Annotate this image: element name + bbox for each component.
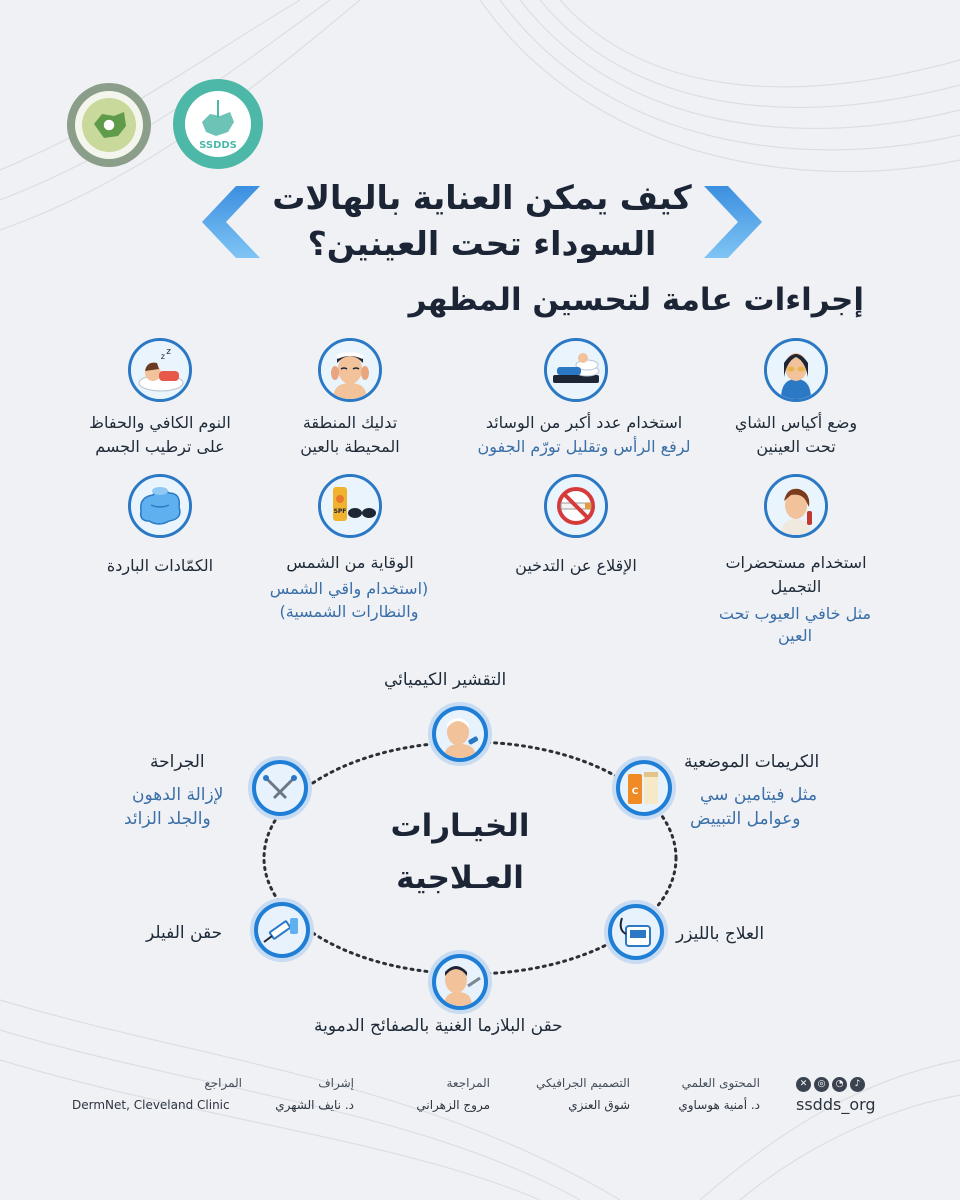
treatment-surgery-label: الجراحة [150, 752, 205, 772]
credit-head-design: التصميم الجرافيكي [535, 1076, 630, 1090]
treatment-surgery-sub-line2: والجلد الزائد [124, 809, 211, 829]
treatment-title-line1: الخيـارات [390, 808, 530, 844]
tip-cosmetics-line1: استخدام مستحضرات [725, 553, 867, 572]
ssdds-logo [172, 78, 264, 170]
credit-head-supervision: إشراف [318, 1076, 354, 1090]
sleeping-icon [128, 338, 192, 402]
treatment-creams-label: الكريمات الموضعية [684, 752, 820, 772]
filler-injection-icon [250, 898, 314, 962]
svg-text:z: z [160, 352, 165, 361]
cream-letter: C [631, 787, 639, 797]
cold-compress-icon [128, 474, 192, 538]
treatment-prp-label: حقن البلازما الغنية بالصفائح الدموية [314, 1016, 563, 1036]
tip-pillows-label: استخدام عدد أكبر من الوسائد [485, 413, 683, 432]
credit-value-references: DermNet, Cleveland Clinic [72, 1098, 230, 1112]
treatment-laser-label: العلاج بالليزر [676, 924, 765, 944]
tip-pillows-sub: لرفع الرأس وتقليل تورّم الجفون [477, 437, 691, 456]
credit-value-review: مروج الزهراني [416, 1098, 490, 1112]
chemical-peel-icon [428, 702, 492, 766]
tip-cosmetics-sub-line2: العين [777, 626, 813, 645]
credit-value-content: د. أمنية هوساوي [678, 1098, 760, 1112]
credit-head-content: المحتوى العلمي [681, 1076, 760, 1090]
instagram-icon[interactable]: ◎ [814, 1077, 829, 1092]
title-line-1: كيف يمكن العناية بالهالات [272, 178, 692, 217]
surgery-icon [248, 756, 312, 820]
tip-massage-line1: تدليك المنطقة [302, 413, 398, 432]
svg-text:z: z [166, 347, 171, 357]
x-icon[interactable]: ✕ [796, 1077, 811, 1092]
credit-value-supervision: د. نايف الشهري [275, 1098, 354, 1112]
tip-sun-label: الوقاية من الشمس [286, 553, 414, 572]
tip-sun-sub-line2: والنظارات الشمسية) [279, 602, 419, 621]
treatment-filler-label: حقن الفيلر [146, 923, 223, 943]
tip-cosmetics-line2: التجميل [770, 577, 822, 596]
topical-creams-icon [612, 756, 676, 820]
eye-massage-icon [318, 338, 382, 402]
tip-tea-bags-line2: تحت العينين [756, 437, 836, 456]
extra-pillows-icon [544, 338, 608, 402]
prp-injection-icon [428, 950, 492, 1014]
credit-head-references: المراجع [204, 1076, 242, 1090]
cosmetics-icon [764, 474, 828, 538]
tip-tea-bags-line1: وضع أكياس الشاي [734, 413, 858, 432]
dermatology-society-logo [66, 82, 152, 168]
snapchat-icon[interactable]: ◔ [832, 1077, 847, 1092]
treatment-chemical-peel-label: التقشير الكيميائي [384, 670, 507, 690]
treatment-creams-sub-line1: مثل فيتامين سي [700, 785, 818, 805]
treatment-title-line2: العـلاجية [396, 860, 524, 896]
treatment-creams-sub-line2: وعوامل التبييض [690, 809, 801, 829]
tip-no-smoking-label: الإقلاع عن التدخين [515, 556, 637, 575]
general-section-heading: إجراءات عامة لتحسين المظهر [408, 282, 864, 318]
tea-bags-eyes-icon [764, 338, 828, 402]
tip-sleep-line2: على ترطيب الجسم [95, 437, 225, 456]
spf-text: SPF [333, 508, 347, 515]
tiktok-icon[interactable]: ♪ [850, 1077, 865, 1092]
treatment-surgery-sub-line1: لإزالة الدهون [132, 785, 224, 805]
tip-cosmetics-sub-line1: مثل خافي العيوب تحت [718, 604, 872, 623]
title-line-2: السوداء تحت العينين؟ [307, 224, 657, 263]
no-smoking-icon [544, 474, 608, 538]
ssdds-logo-text: SSDDS [199, 140, 237, 151]
sunscreen-sunglasses-icon [318, 474, 382, 538]
credit-value-design: شوق العنزي [568, 1098, 630, 1112]
tip-sleep-line1: النوم الكافي والحفاظ [89, 413, 231, 432]
tip-cold-compress-label: الكمّادات الباردة [106, 556, 214, 575]
tip-massage-line2: المحيطة بالعين [300, 437, 400, 456]
social-handle[interactable]: ssdds_org [796, 1095, 876, 1114]
laser-icon [604, 900, 668, 964]
tip-sun-sub-line1: (استخدام واقي الشمس [269, 579, 429, 598]
credit-head-review: المراجعة [446, 1076, 490, 1090]
title-banner [196, 178, 768, 298]
